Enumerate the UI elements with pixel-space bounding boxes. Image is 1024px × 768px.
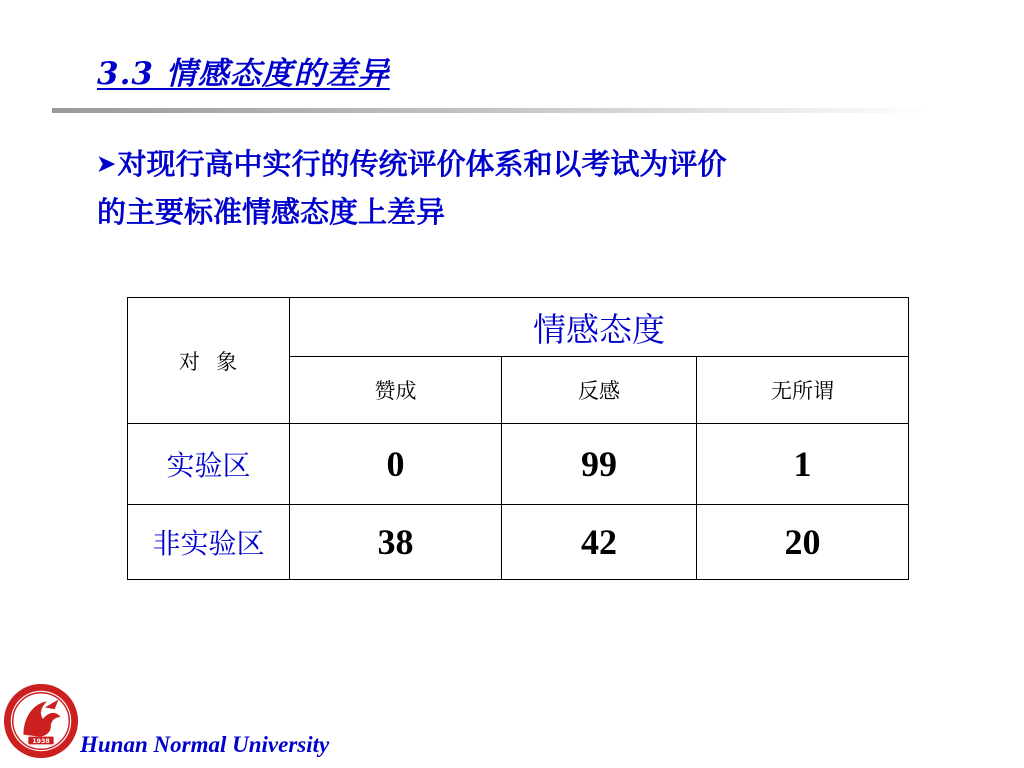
attitude-group-label: 情感态度	[533, 309, 665, 349]
value-cell	[697, 505, 909, 580]
cell-value: 38	[377, 522, 414, 562]
cell-value: 0	[386, 444, 405, 484]
table-row	[128, 505, 909, 580]
value-cell	[290, 424, 502, 505]
row-label-cell	[128, 505, 290, 580]
table-header-row	[128, 298, 909, 357]
cell-value: 42	[581, 522, 617, 562]
attitude-table	[127, 297, 909, 580]
bullet-text-line-1: 对现行高中实行的传统评价体系和以考试为评价	[117, 147, 727, 181]
attitude-group-header	[290, 298, 909, 357]
value-cell	[697, 424, 909, 505]
row-label-cell	[128, 424, 290, 505]
value-cell	[290, 505, 502, 580]
cell-value: 1	[793, 444, 812, 484]
value-cell	[502, 424, 697, 505]
title-divider	[52, 108, 932, 113]
subheader-dislike	[502, 357, 697, 424]
bullet-text-line-2: 的主要标准情感态度上差异	[97, 195, 446, 229]
value-cell	[502, 505, 697, 580]
row-label: 非实验区	[152, 527, 265, 560]
subheader-dislike-label: 反感	[578, 379, 620, 403]
subheader-indifferent-label: 无所谓	[771, 379, 834, 403]
object-header-label: 对 象	[178, 349, 239, 374]
bullet-point	[97, 140, 977, 236]
table-row	[128, 424, 909, 505]
subheader-indifferent	[697, 357, 909, 424]
logo-year: 1938	[32, 737, 50, 745]
row-label: 实验区	[166, 449, 251, 482]
cell-value: 99	[581, 444, 617, 484]
subheader-approve-label: 赞成	[374, 379, 417, 403]
university-name: Hunan Normal University	[80, 732, 330, 757]
subheader-approve	[290, 357, 502, 424]
arrow-bullet-icon: ➤	[97, 151, 116, 177]
object-header-cell	[128, 298, 290, 424]
slide-title: 3.3 情感态度的差异	[97, 56, 390, 92]
cell-value: 20	[784, 522, 821, 562]
university-seal-icon	[2, 682, 80, 760]
